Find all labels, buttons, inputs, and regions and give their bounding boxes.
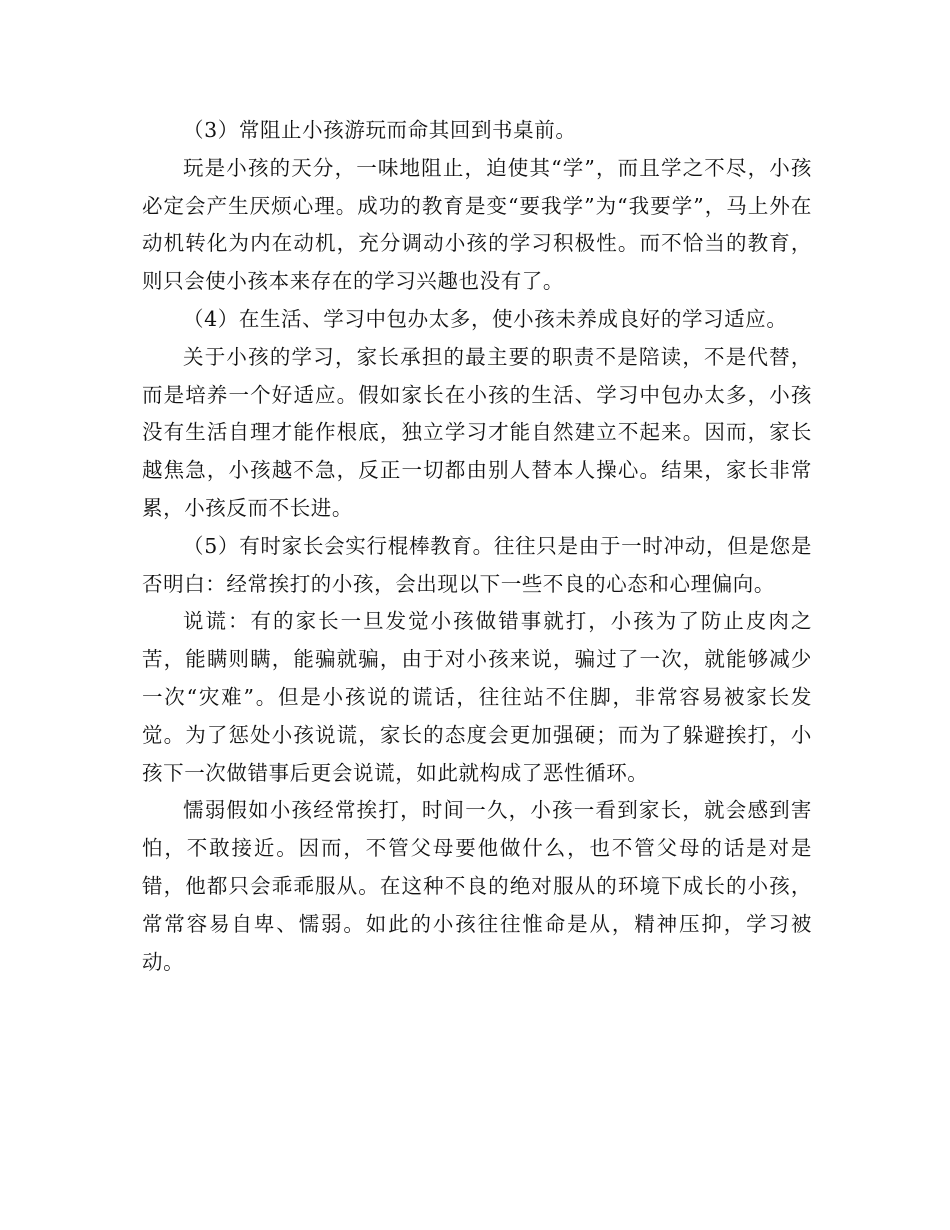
paragraph: 懦弱假如小孩经常挨打，时间一久，小孩一看到家长，就会感到害怕，不敢接近。因而，不管父母要他做什么，也不管父母的话是对是错，他都只会乖乖服从。在这种不良的绝对服从的环境下成长的小孩，常常容易自卑、懦弱。如此的小孩往往惟命是从，精神压抑，学习被动。 xyxy=(142,798,812,974)
paragraph: 说谎：有的家长一旦发觉小孩做错事就打，小孩为了防止皮肉之苦，能瞒则瞒，能骗就骗，由于对小孩来说，骗过了一次，就能够减少一次“灾难”。但是小孩说的谎话，往往站不住脚，非常容易被家长发觉。为了惩处小孩说谎，家长的态度会更加强硬；而为了躲避挨打，小孩下一次做错事后更会说谎，如此就构成了恶性循环。 xyxy=(142,609,812,785)
paragraph-heading-4: （4）在生活、学习中包办太多，使小孩未养成良好的学习适应。 xyxy=(183,306,788,331)
document-body xyxy=(142,112,812,981)
paragraph: 玩是小孩的天分，一味地阻止，迫使其“学”，而且学之不尽，小孩必定会产生厌烦心理。成功的教育是变“要我学”为“我要学”，马上外在动机转化为内在动机，充分调动小孩的学习积极性。而不恰当的教育，则只会使小孩本来存在的学习兴趣也没有了。 xyxy=(142,155,812,294)
paragraph-heading-5: （5）有时家长会实行棍棒教育。往往只是由于一时冲动，但是您是否明白：经常挨打的小孩，会出现以下一些不良的心态和心理偏向。 xyxy=(142,533,812,596)
paragraph: 关于小孩的学习，家长承担的最主要的职责不是陪读，不是代替，而是培养一个好适应。假如家长在小孩的生活、学习中包办太多，小孩没有生活自理才能作根底，独立学习才能自然建立不起来。因而，家长越焦急，小孩越不急，反正一切都由别人替本人操心。结果，家长非常累，小孩反而不长进。 xyxy=(142,344,812,520)
paragraph-heading-3: （3）常阻止小孩游玩而命其回到书桌前。 xyxy=(183,118,577,142)
